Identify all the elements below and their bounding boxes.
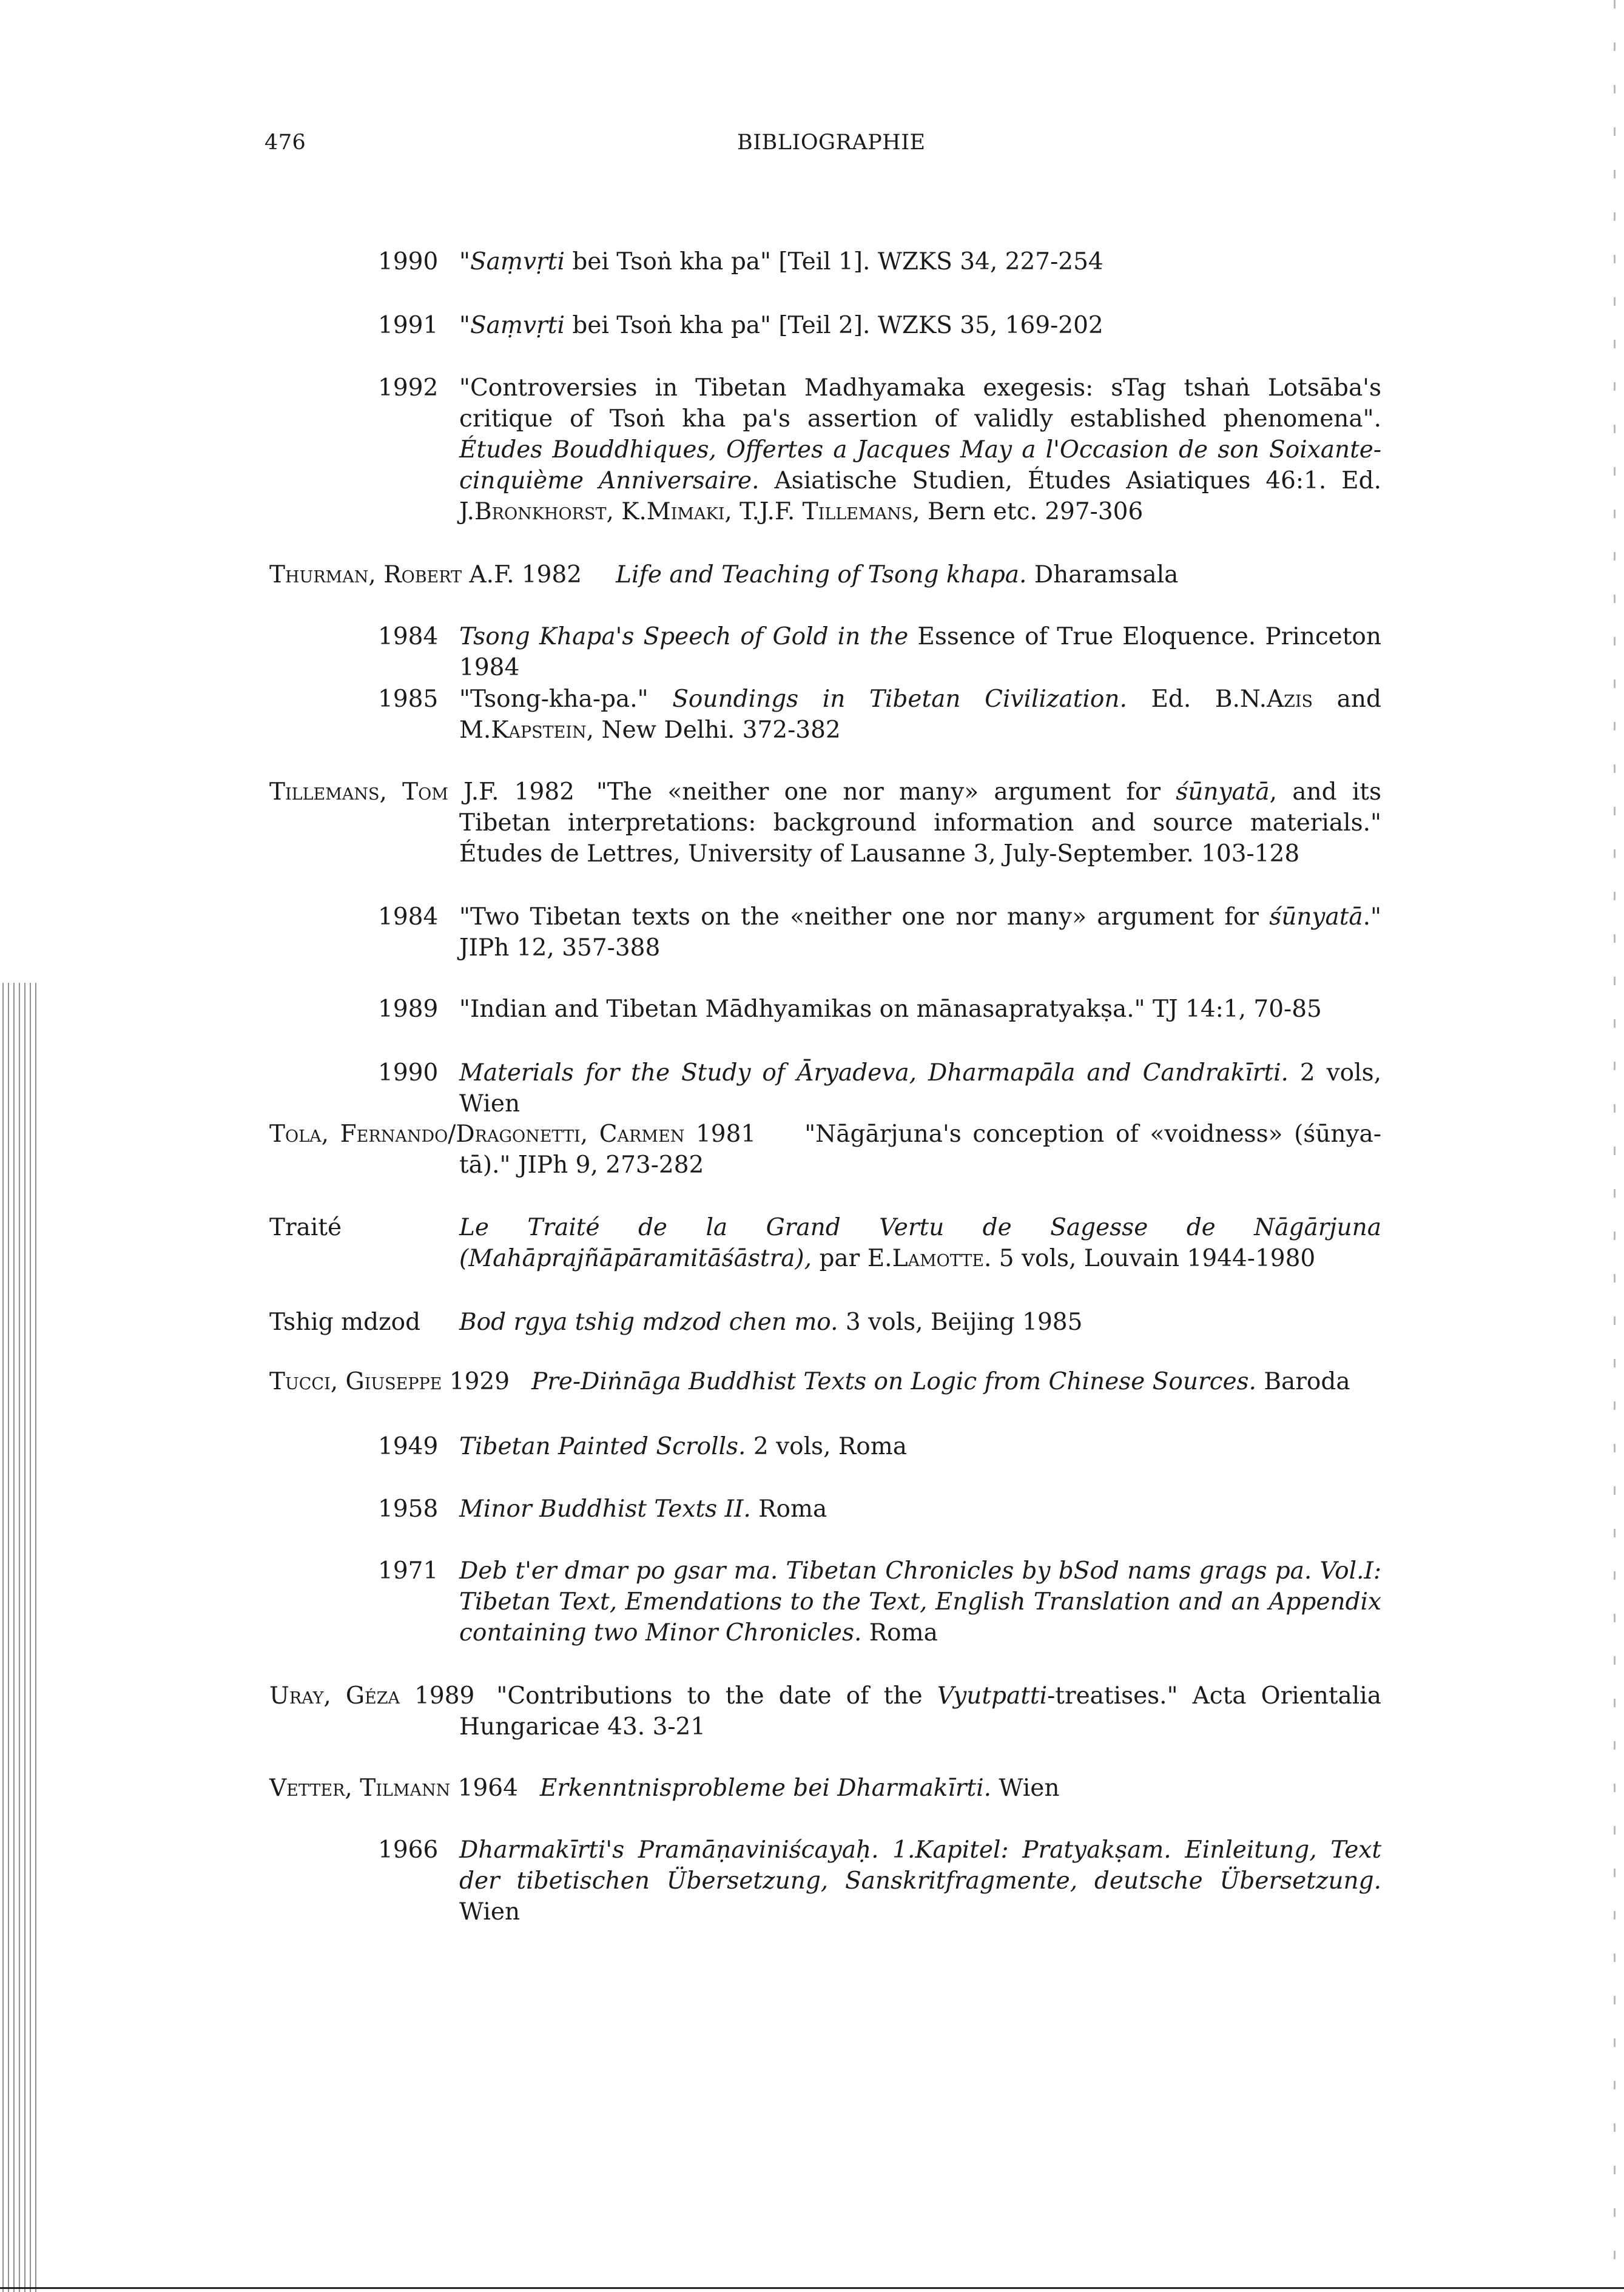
entry-text: "Two Tibetan texts on the «neither one nor many» argument for śūnyatā." JIPh 12, 357-388 [459,903,1381,962]
entry-year: 1990 [378,1059,439,1087]
entry-year: 1991 [378,312,439,339]
scan-margin-left [2,983,36,2292]
entry-year: 1971 [378,1557,439,1585]
entry-year: 1966 [378,1836,439,1864]
author-name: Uray, Géza [269,1682,400,1710]
entry-year: 1958 [378,1495,439,1523]
entry-text: Bod rgya tshig mdzod chen mo. 3 vols, Beijing 1985 [459,1309,1083,1336]
entry-text: "Saṃvṛti bei Tsoṅ kha pa" [Teil 1]. WZKS 34, 227-254 [459,248,1103,275]
scan-bottom-edge [0,2287,1624,2289]
entry-key: Traité [269,1214,342,1241]
entry-text: Thurman, Robert A.F. 1982 Life and Teaching of Tsong khapa. Dharamsala [269,561,1179,588]
entry-year: 1990 [378,248,439,275]
entry-text: Tsong Khapa's Speech of Gold in the Essence of True Eloquence. Princeton 1984 [459,623,1382,681]
entry-text: Deb t'er dmar po gsar ma. Tibetan Chronicles by bSod nams grags pa. Vol.I: Tibetan Text, Emendations to the Text, English Translation and an Appendix containing two Minor Chronicles. Roma [459,1557,1381,1647]
entry-text: "Indian and Tibetan Mādhyamikas on mānasapratyakṣa." TJ 14:1, 70-85 [459,996,1322,1023]
entry-text: Tibetan Painted Scrolls. 2 vols, Roma [459,1433,907,1460]
author-name: Tucci, Giuseppe [269,1368,442,1395]
entry-text: Dharmakīrti's Pramāṇaviniścayaḥ. 1.Kapitel: Pratyakṣam. Einleitung, Text der tibetischen Übersetzung, Sanskritfragmente, deutsche Übersetzung. Wien [459,1836,1381,1926]
entry-text: Tola, Fernando/Dragonetti, Carmen 1981 "Nāgārjuna's conception of «voidness» (śūnya-tā)." JIPh 9, 273-282 [269,1121,1381,1179]
author-name: Vetter, Tilmann [269,1775,451,1802]
entry-text: Materials for the Study of Āryadeva, Dharmapāla and Candrakīrti. 2 vols, Wien [459,1059,1381,1117]
entry-text: Minor Buddhist Texts II. Roma [459,1495,827,1523]
entry-key: Tshig mdzod [269,1309,421,1336]
page-number: 476 [264,130,306,155]
entry-year: 1949 [378,1433,439,1460]
author-name: Tillemans, Tom [269,778,448,806]
entry-text: Le Traité de la Grand Vertu de Sagesse de Nāgārjuna (Mahāprajñāpāramitāśāstra), par E.Lamotte. 5 vols, Louvain 1944-1980 [459,1214,1381,1272]
entry-text: "Tsong-kha-pa." Soundings in Tibetan Civilization. Ed. B.N.Azis and M.Kapstein, New Delhi. 372-382 [459,686,1381,744]
entry-year: 1989 [378,996,439,1023]
entry-text: Tucci, Giuseppe 1929 Pre-Diṅnāga Buddhist Texts on Logic from Chinese Sources. Baroda [269,1368,1350,1395]
running-title: BIBLIOGRAPHIE [737,130,926,155]
entry-year: 1984 [378,623,439,650]
entry-year: 1985 [378,686,439,713]
entry-year: 1992 [378,374,439,402]
entry-year: 1984 [378,903,439,931]
entry-text: Uray, Géza 1989 "Contributions to the date of the Vyutpatti-treatises." Acta Orientalia Hungaricae 43. 3-21 [269,1682,1382,1741]
entry-text: Vetter, Tilmann 1964 Erkenntnisprobleme bei Dharmakīrti. Wien [269,1775,1060,1802]
author-name: Thurman, Robert [269,561,462,588]
author-name: Tola, Fernando/Dragonetti, Carmen [269,1121,685,1148]
scan-margin-right [1614,0,1616,2292]
entry-text: "Saṃvṛti bei Tsoṅ kha pa" [Teil 2]. WZKS 35, 169-202 [459,312,1103,339]
entry-text: "Controversies in Tibetan Madhyamaka exegesis: sTag tshaṅ Lotsāba's critique of Tsoṅ kha pa's assertion of validly established phenomena". Études Bouddhiques, Offertes a Jacques May a l'Occasion de son Soixante-cinquième Anniversaire. Asiatische Studien, Études Asiatiques 46:1. Ed. J.Bronkhorst, K.Mimaki, T.J.F. Tillemans, Bern etc. 297-306 [459,374,1381,525]
entry-text: Tillemans, Tom J.F. 1982 "The «neither one nor many» argument for śūnyatā, and its Tibetan interpretations: background information and source materials." Études de Lettres, University of Lausanne 3, July-September. 103-128 [269,778,1381,868]
